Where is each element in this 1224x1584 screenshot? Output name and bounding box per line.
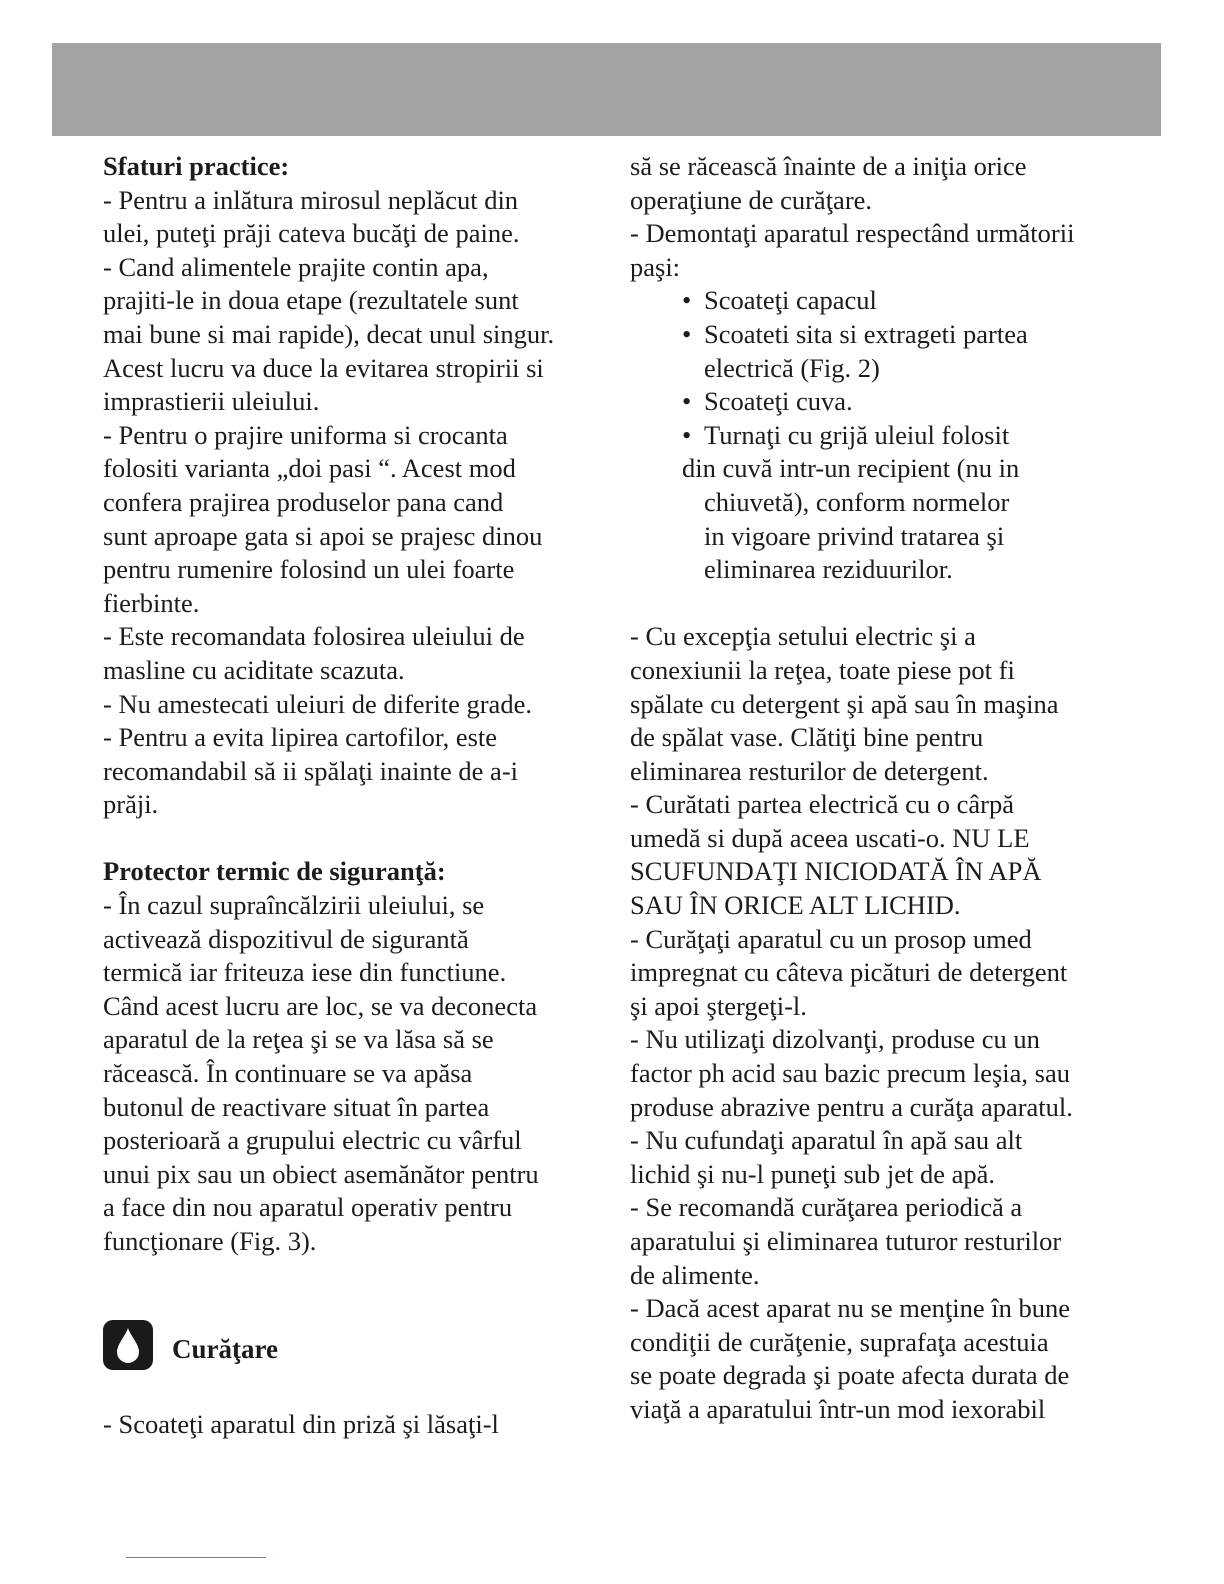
text-line: Acest lucru va duce la evitarea stropirii si [103, 352, 544, 383]
header-band [52, 43, 1161, 136]
text-line: masline cu aciditate scazuta. [103, 654, 405, 685]
text-line: a face din nou aparatul operativ pentru [103, 1192, 513, 1223]
text-line: conexiunii la reţea, toate piese pot fi [630, 654, 1015, 685]
disassembly-steps [630, 284, 1130, 586]
list-item [630, 385, 1130, 419]
text-line: - Nu cufundaţi aparatul în apă sau alt [630, 1125, 1023, 1156]
text-line: lichid şi nu-l puneţi sub jet de apă. [630, 1158, 996, 1189]
right-column [630, 150, 1130, 1427]
protector-heading: Protector termic de siguranţă: [103, 856, 446, 887]
text-line: aparatului şi eliminarea tuturor resturilor [630, 1226, 1062, 1256]
text-line: - În cazul supraîncălzirii uleiului, se [103, 890, 485, 921]
cleaning-first-line: - Scoateţi aparatul din priză şi lăsaţi-l [103, 1409, 499, 1439]
list-item [630, 419, 1130, 453]
text-line: recomandabil să ii spălaţi inainte de a-i [103, 755, 519, 786]
text-line: paşi: [630, 251, 681, 282]
text-line: eliminarea resturilor de detergent. [630, 755, 989, 786]
list-item-text: Scoateţi cuva. [704, 386, 853, 417]
list-item-text: Turnaţi cu grijă uleiul folosit [704, 419, 1010, 450]
text-line: mai bune si mai rapide), decat unul singur. [103, 318, 555, 349]
footer-rule [126, 1557, 266, 1558]
water-drop-glyph [113, 1326, 143, 1364]
text-line: aparatul de la reţea şi se va lăsa să se [103, 1024, 494, 1055]
text-line: SCUFUNDAŢI NICIODATĂ ÎN APĂ [630, 856, 1042, 887]
water-drop-icon [103, 1320, 153, 1370]
text-line: se poate degrada şi poate afecta durata de [630, 1360, 1070, 1391]
text-line: - Dacă acest aparat nu se menţine în bune [630, 1293, 1070, 1324]
text-line: activează dispozitivul de sigurantă [103, 923, 469, 954]
text-line: pentru rumenire folosind un ulei foarte [103, 554, 515, 585]
text-line: - Este recomandata folosirea uleiului de [103, 621, 525, 652]
text-line: funcţionare (Fig. 3). [103, 1226, 317, 1256]
bullet-dot: • [682, 318, 692, 349]
text-line: - Pentru a evita lipirea cartofilor, este [103, 722, 498, 753]
text-line: condiţii de curăţenie, suprafaţa acestuia [630, 1326, 1049, 1357]
text-line: butonul de reactivare situat în partea [103, 1091, 490, 1122]
text-line: răcească. În continuare se va apăsa [103, 1058, 473, 1089]
text-line: impregnat cu câteva picături de detergent [630, 957, 1068, 988]
text-line: - Curătati partea electrică cu o cârpă [630, 789, 1015, 820]
tips-text [103, 184, 593, 822]
list-item-text: Scoateţi capacul [704, 285, 877, 316]
text-line: - Curăţaţi aparatul cu un prosop umed [630, 923, 1032, 954]
text-line: - Nu amestecati uleiuri de diferite grade. [103, 688, 532, 719]
protector-text [103, 889, 593, 1259]
text-line: termică iar friteuza iese din functiune. [103, 957, 507, 988]
list-item-text: Scoateti sita si extrageti partea [704, 318, 1028, 349]
text-line: prăji. [103, 789, 159, 820]
text-line: să se răcească înainte de a iniţia orice [630, 151, 1027, 181]
cleaning-heading: Curăţare [172, 1333, 278, 1364]
text-line: - Cand alimentele prajite contin apa, [103, 251, 489, 282]
text-line: imprastierii uleiului. [103, 386, 320, 417]
text-line: - Nu utilizaţi dizolvanţi, produse cu un [630, 1024, 1040, 1055]
bullet-dot: • [682, 386, 692, 417]
list-item [630, 318, 1130, 352]
cleaning-section-heading [103, 1320, 278, 1370]
text-line: confera prajirea produselor pana cand [103, 486, 504, 517]
list-item [630, 284, 1130, 318]
text-line: produse abrazive pentru a curăţa aparatul. [630, 1091, 1073, 1122]
text-line: unui pix sau un obiect asemănător pentru [103, 1158, 539, 1189]
tips-heading: Sfaturi practice: [103, 151, 290, 181]
text-line: Când acest lucru are loc, se va deconecta [103, 990, 538, 1021]
text-line: - Se recomandă curăţarea periodică a [630, 1192, 1023, 1223]
text-line: - Demontaţi aparatul respectând următorii [630, 218, 1075, 249]
text-line: spălate cu detergent şi apă sau în maşina [630, 688, 1059, 719]
list-item-continuation: electrică (Fig. 2) [704, 352, 880, 383]
list-item-continuation: eliminarea reziduurilor. [704, 554, 953, 585]
text-line: - Pentru a inlătura mirosul neplăcut din [103, 184, 519, 215]
text-line: posterioară a grupului electric cu vârful [103, 1125, 522, 1156]
list-item-continuation: in vigoare privind tratarea şi [704, 520, 1005, 551]
text-line: viaţă a aparatului într-un mod iexorabil [630, 1393, 1046, 1424]
spacer [630, 587, 1130, 621]
text-line: umedă si după aceea uscati-o. NU LE [630, 822, 1030, 853]
text-line: de alimente. [630, 1259, 760, 1290]
list-item-continuation: din cuvă intr-un recipient (nu in [682, 453, 1020, 484]
text-line: fierbinte. [103, 587, 200, 618]
left-column [103, 150, 593, 1259]
text-line: SAU ÎN ORICE ALT LICHID. [630, 890, 961, 921]
text-line: folositi varianta „doi pasi “. Acest mod [103, 453, 516, 484]
bullet-dot: • [682, 285, 692, 316]
text-line: sunt aproape gata si apoi se prajesc dinou [103, 520, 543, 551]
text-line: factor ph acid sau bazic precum leşia, sau [630, 1058, 1070, 1089]
text-line: ulei, puteţi prăji cateva bucăţi de paine. [103, 218, 520, 249]
text-line: şi apoi ştergeţi-l. [630, 990, 807, 1021]
text-line: - Pentru o prajire uniforma si crocanta [103, 419, 508, 450]
text-line: de spălat vase. Clătiţi bine pentru [630, 722, 984, 753]
list-item-continuation: chiuvetă), conform normelor [704, 486, 1010, 517]
text-line: - Cu excepţia setului electric şi a [630, 621, 976, 652]
text-line: operaţiune de curăţare. [630, 184, 873, 215]
bullet-dot: • [682, 419, 692, 450]
spacer [103, 822, 593, 856]
cleaning-text [630, 620, 1130, 1426]
text-line: prajiti-le in doua etape (rezultatele sunt [103, 285, 519, 316]
